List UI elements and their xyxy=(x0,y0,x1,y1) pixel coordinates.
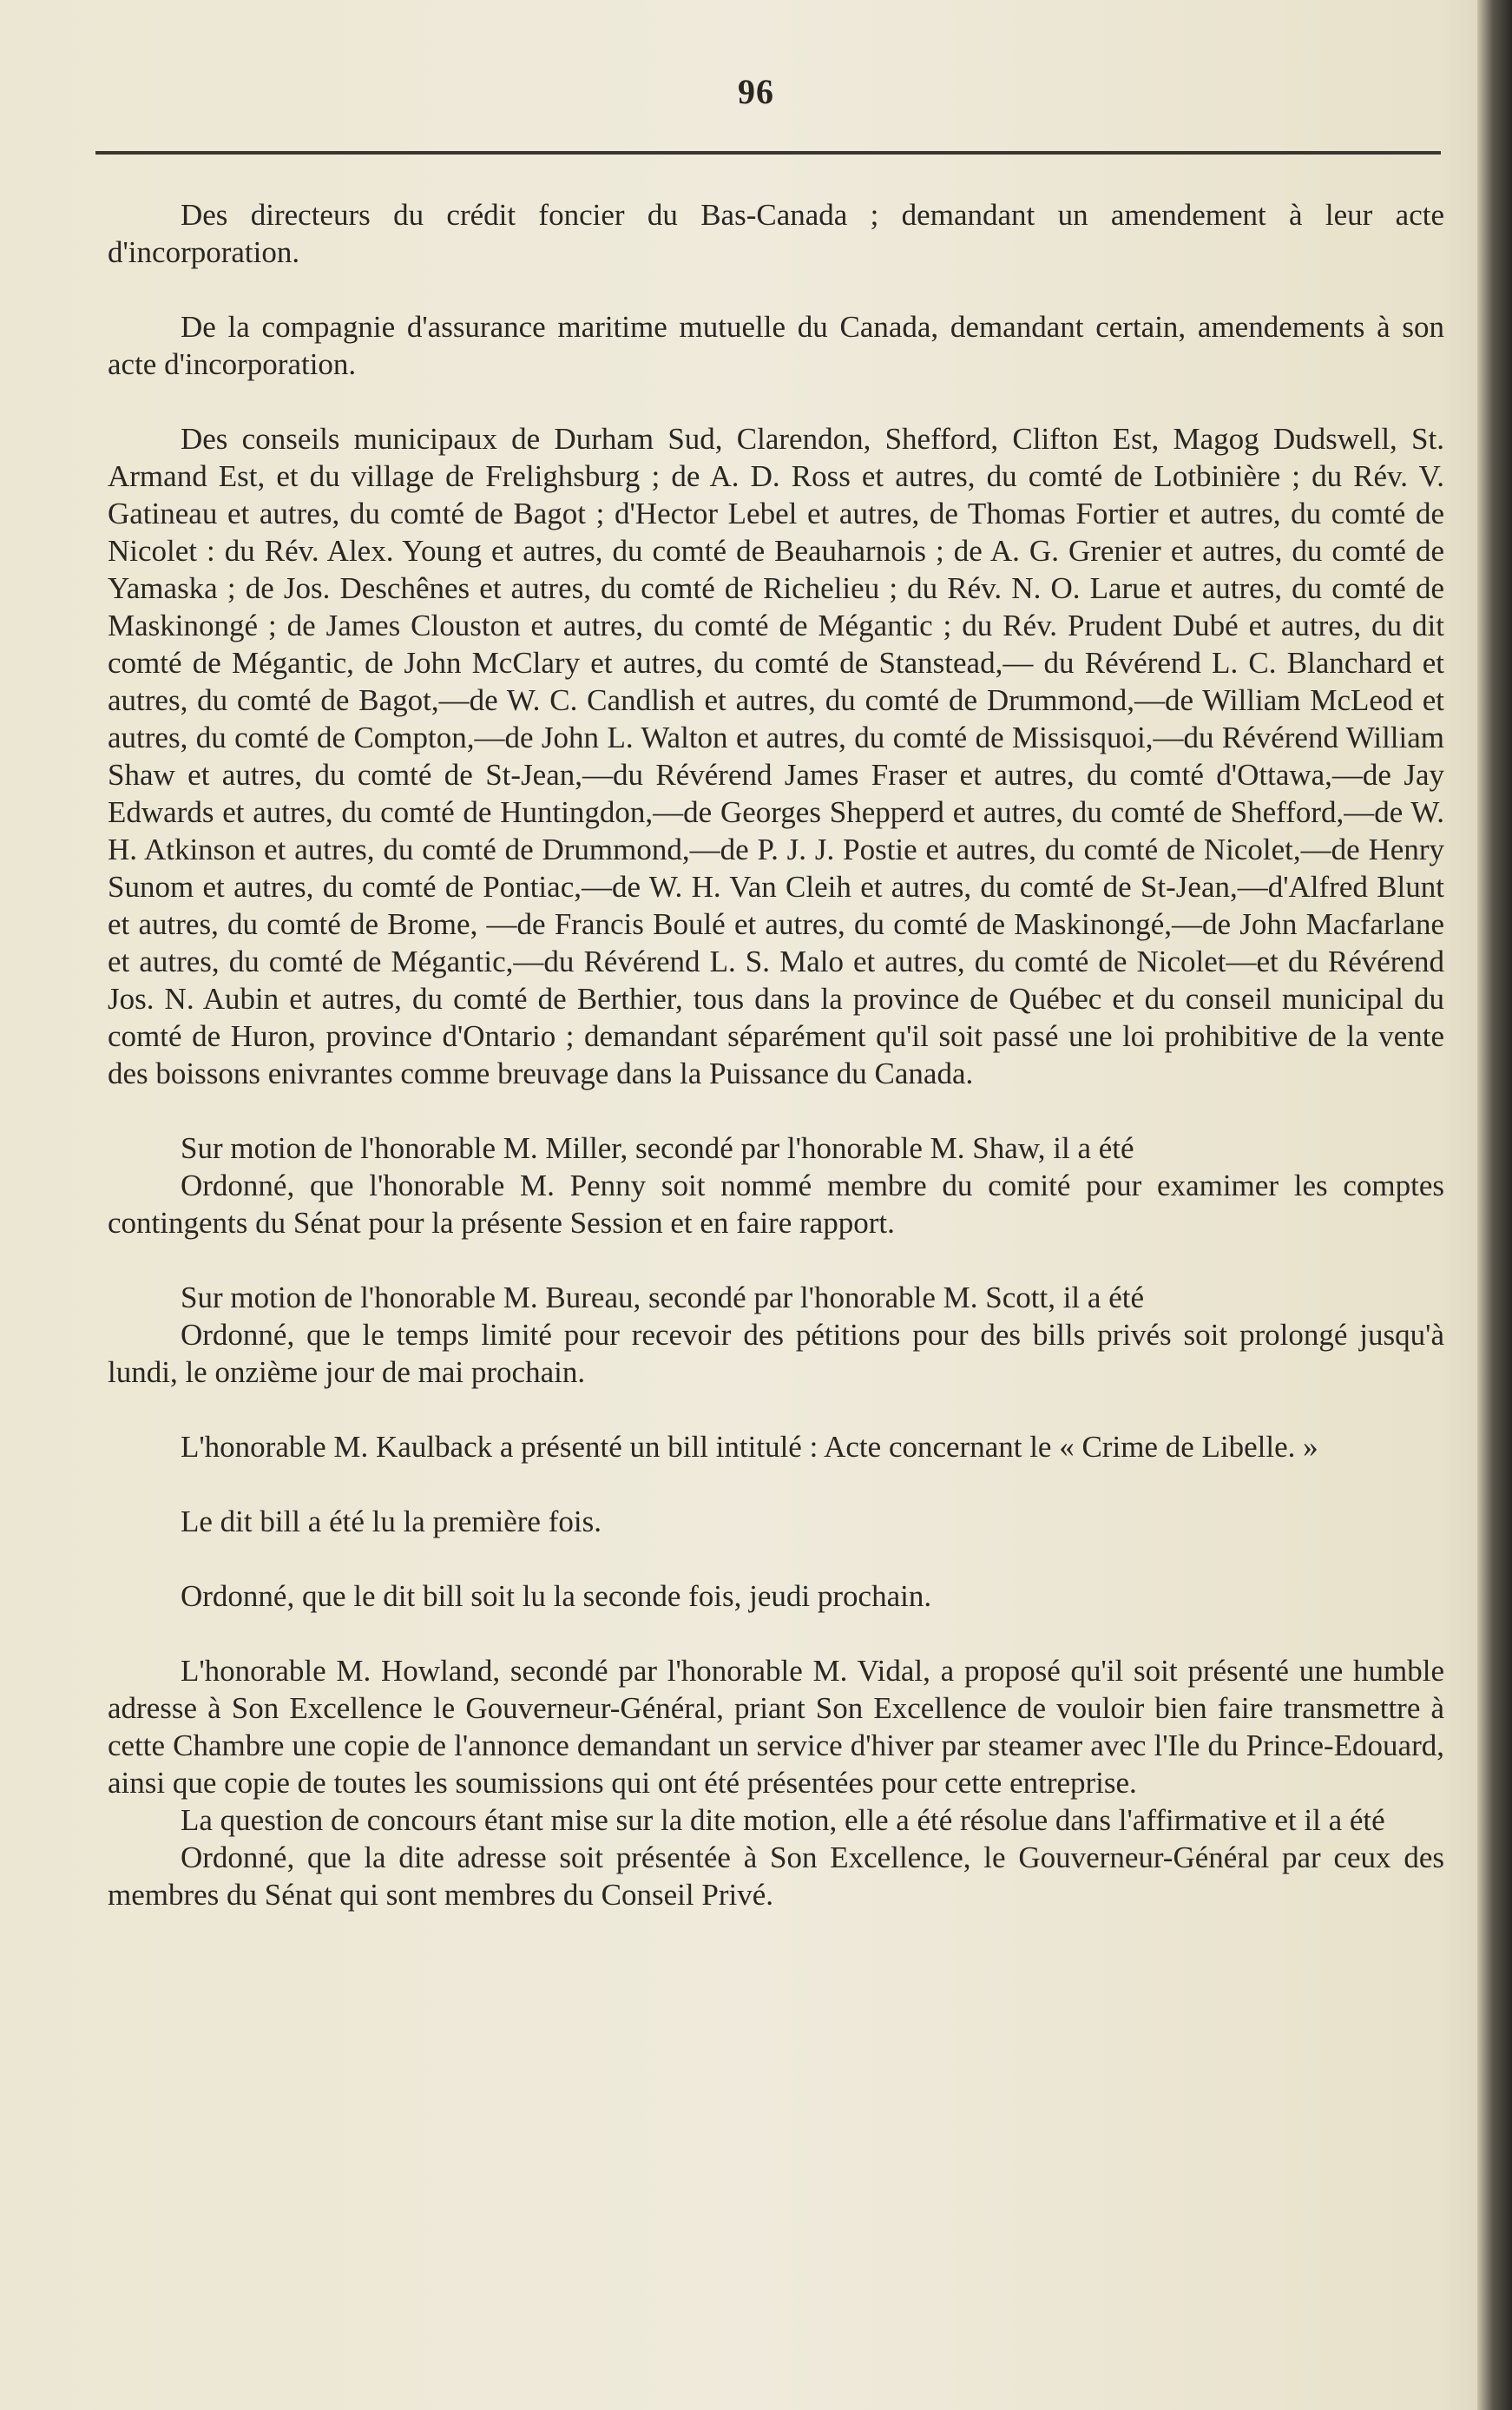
paragraph-ordonne-petitions: Ordonné, que le temps limité pour recevoir des pétitions pour des bills privés soit prolongé jusqu'à lundi, le onzième jour de mai prochain. xyxy=(108,1318,1444,1389)
header-rule xyxy=(95,151,1441,155)
book-binding-edge xyxy=(1477,0,1512,2410)
paragraph-credit-foncier: Des directeurs du crédit foncier du Bas-Canada ; demandant un amendement à leur acte d'incorporation. xyxy=(108,198,1444,269)
paragraph-premiere-lecture: Le dit bill a été lu la première fois. xyxy=(181,1505,602,1538)
page-number: 96 xyxy=(738,72,774,111)
page-body xyxy=(108,196,1444,1913)
paragraph-ordonne-adresse: Ordonné, que la dite adresse soit présentée à Son Excellence, le Gouverneur-Général par ceux des membres du Sénat qui sont membres du Conseil Privé. xyxy=(108,1840,1444,1912)
paragraph-motion-miller: Sur motion de l'honorable M. Miller, secondé par l'honorable M. Shaw, il a été xyxy=(181,1131,1134,1165)
paragraph-question-concours: La question de concours étant mise sur la dite motion, elle a été résolue dans l'affirmative et il a été xyxy=(181,1803,1385,1837)
paragraph-ordonne-penny: Ordonné, que l'honorable M. Penny soit nommé membre du comité pour examimer les comptes contingents du Sénat pour la présente Session et en faire rapport. xyxy=(108,1169,1444,1240)
paragraph-assurance-maritime: De la compagnie d'assurance maritime mutuelle du Canada, demandant certain, amendements à son acte d'incorporation. xyxy=(108,310,1444,381)
paragraph-motion-howland: L'honorable M. Howland, secondé par l'honorable M. Vidal, a proposé qu'il soit présenté une humble adresse à Son Excellence le Gouverneur-Général, priant Son Excellence de vouloir bien faire transmettre à cette Chambre une copie de l'annonce demandant un service d'hiver par steamer avec l'Ile du Prince-Edouard, ainsi que copie de toutes les soumissions qui ont été présentées pour cette entreprise. xyxy=(108,1654,1444,1800)
paragraph-bill-kaulback: L'honorable M. Kaulback a présenté un bill intitulé : Acte concernant le « Crime de Libelle. » xyxy=(181,1430,1318,1464)
paragraph-petitions-municipaux: Des conseils municipaux de Durham Sud, Clarendon, Shefford, Clifton Est, Magog Dudswell, St. Armand Est, et du village de Frelighsburg ; de A. D. Ross et autres, du comté de Lotbinière ; du Rév. V. Gatineau et autres, du comté de Bagot ; d'Hector Lebel et autres, de Thomas Fortier et autres, du comté de Nicolet : du Rév. Alex. Young et autres, du comté de Beauharnois ; de A. G. Grenier et autres, du comté de Yamaska ; de Jos. Deschênes et autres, du comté de Richelieu ; du Rév. N. O. Larue et autres, du comté de Maskinongé ; de James Clouston et autres, du comté de Mégantic ; du Rév. Prudent Dubé et autres, du dit comté de Mégantic, de John McClary et autres, du comté de Stanstead,— du Révérend L. C. Blanchard et autres, du comté de Bagot,—de W. C. Candlish et autres, du comté de Drummond,—de William McLeod et autres, du comté de Compton,—de John L. Walton et autres, du comté de Missisquoi,—du Révérend William Shaw et autres, du comté de St-Jean,—du Révérend James Fraser et autres, du comté d'Ottawa,—de Jay Edwards et autres, du comté de Huntingdon,—de Georges Shepperd et autres, du comté de Shefford,—de W. H. Atkinson et autres, du comté de Drummond,—de P. J. J. Postie et autres, du comté de Nicolet,—de Henry Sunom et autres, du comté de Pontiac,—de W. H. Van Cleih et autres, du comté de St-Jean,—d'Alfred Blunt et autres, du comté de Brome, —de Francis Boulé et autres, du comté de Maskinongé,—de John Macfarlane et autres, du comté de Mégantic,—du Révérend L. S. Malo et autres, du comté de Nicolet—et du Révérend Jos. N. Aubin et autres, du comté de Berthier, tous dans la province de Québec et du conseil municipal du comté de Huron, province d'Ontario ; demandant séparément qu'il soit passé une loi prohibitive de la vente des boissons enivrantes comme breuvage dans la Puissance du Canada. xyxy=(108,422,1444,1090)
paragraph-motion-bureau: Sur motion de l'honorable M. Bureau, secondé par l'honorable M. Scott, il a été xyxy=(181,1281,1144,1314)
paragraph-seconde-lecture: Ordonné, que le dit bill soit lu la seconde fois, jeudi prochain. xyxy=(181,1579,932,1613)
